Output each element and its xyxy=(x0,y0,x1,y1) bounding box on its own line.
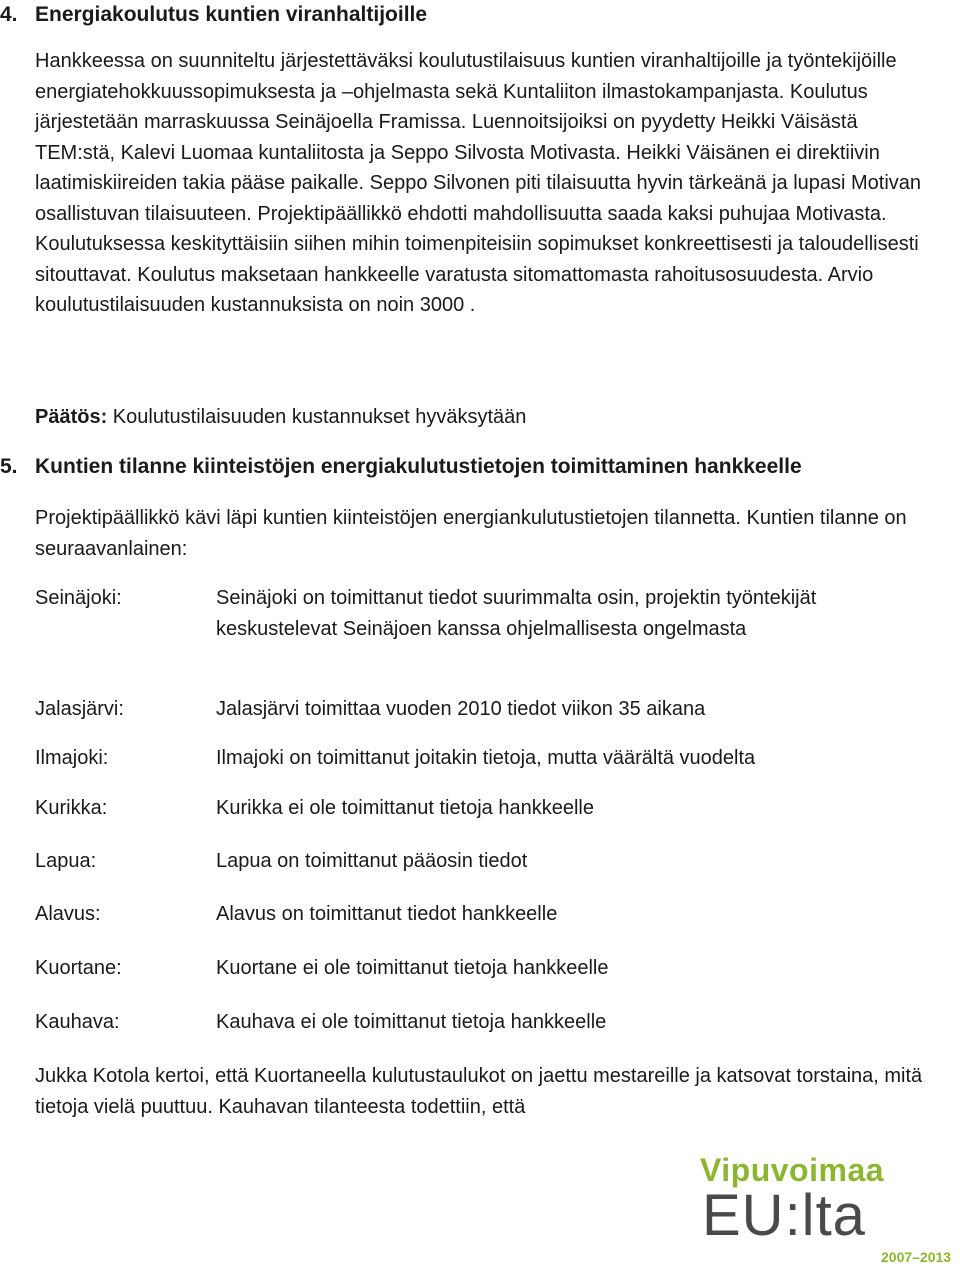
municipality-name: Alavus: xyxy=(35,903,101,925)
logo-line-2: EU:lta xyxy=(702,1183,866,1248)
section-title: Kuntien tilanne kiinteistöjen energiakulutustietojen toimittaminen hankkeelle xyxy=(35,455,802,478)
municipality-name: Seinäjoki: xyxy=(35,587,122,609)
decision-line xyxy=(35,402,526,432)
logo-line-1: Vipuvoimaa xyxy=(700,1152,885,1188)
closing-paragraph: Jukka Kotola kertoi, että Kuortaneella kulutustaulukot on jaettu mestareille ja katsovat torstaina, mitä tietoja vielä puuttuu. Kauhavan tilanteesta todettiin, että xyxy=(35,1065,923,1118)
municipality-name: Ilmajoki: xyxy=(35,747,109,769)
municipality-status: Alavus on toimittanut tiedot hankkeelle xyxy=(216,903,558,925)
municipality-status: Kurikka ei ole toimittanut tietoja hankkeelle xyxy=(216,797,594,819)
section-title: Energiakoulutus kuntien viranhaltijoille xyxy=(35,3,428,26)
decision-label: Päätös: xyxy=(35,406,108,428)
decision-text: Koulutustilaisuuden kustannukset hyväksytään xyxy=(107,406,527,428)
municipality-name: Kurikka: xyxy=(35,797,108,819)
section-number: 4. xyxy=(0,3,18,26)
municipality-status: Ilmajoki on toimittanut joitakin tietoja, mutta väärältä vuodelta xyxy=(216,747,756,769)
municipality-name: Kauhava: xyxy=(35,1011,120,1033)
municipality-status: Jalasjärvi toimittaa vuoden 2010 tiedot viikon 35 aikana xyxy=(216,698,706,720)
municipality-name: Kuortane: xyxy=(35,957,122,979)
municipality-name: Lapua: xyxy=(35,850,97,872)
section-5-intro: Projektipäällikkö kävi läpi kuntien kiinteistöjen energiankulutustietojen tilannetta. Kuntien tilanne on seuraavanlainen: xyxy=(35,507,907,560)
section-4-paragraph: Hankkeessa on suunniteltu järjestettäväksi koulutustilaisuus kuntien viranhaltijoille ja työntekijöille energiatehokkuussopimuksesta ja –ohjelmasta sekä Kuntaliiton ilmastokampanjasta. Koulutus järjestetään marraskuussa Seinäjoella Framissa. Luennoitsijoiksi on pyydetty Heikki Väisästä TEM:stä, Kalevi Luomaa kuntaliitosta ja Seppo Silvosta Motivasta. Heikki Väisänen ei direktiivin laatimiskiireiden takia pääse paikalle. Seppo Silvonen piti tilaisuutta hyvin tärkeänä ja lupasi Motivan osallistuvan tilaisuuteen. Projektipäällikkö ehdotti mahdollisuutta saada kaksi puhujaa Motivasta. Koulutuksessa keskityttäisiin siihen mihin toimenpiteisiin sopimukset konkreettisesti ja taloudellisesti sitouttavat. Koulutus maksetaan hankkeelle varatusta sitomattomasta rahoitusosuudesta. Arvio koulutustilaisuuden kustannuksista on noin 3000 . xyxy=(35,50,922,316)
vipuvoimaa-eulta-logo xyxy=(700,1150,960,1272)
logo-years: 2007–2013 xyxy=(881,1249,952,1265)
municipality-status: Kauhava ei ole toimittanut tietoja hankkeelle xyxy=(216,1011,607,1033)
section-number: 5. xyxy=(0,455,18,478)
municipality-name: Jalasjärvi: xyxy=(35,698,124,720)
municipality-status: Lapua on toimittanut pääosin tiedot xyxy=(216,850,528,872)
municipality-status: Kuortane ei ole toimittanut tietoja hankkeelle xyxy=(216,957,609,979)
municipality-status: Seinäjoki on toimittanut tiedot suurimmalta osin, projektin työntekijät keskustelevat Seinäjoen kanssa ohjelmallisesta ongelmasta xyxy=(216,587,817,640)
